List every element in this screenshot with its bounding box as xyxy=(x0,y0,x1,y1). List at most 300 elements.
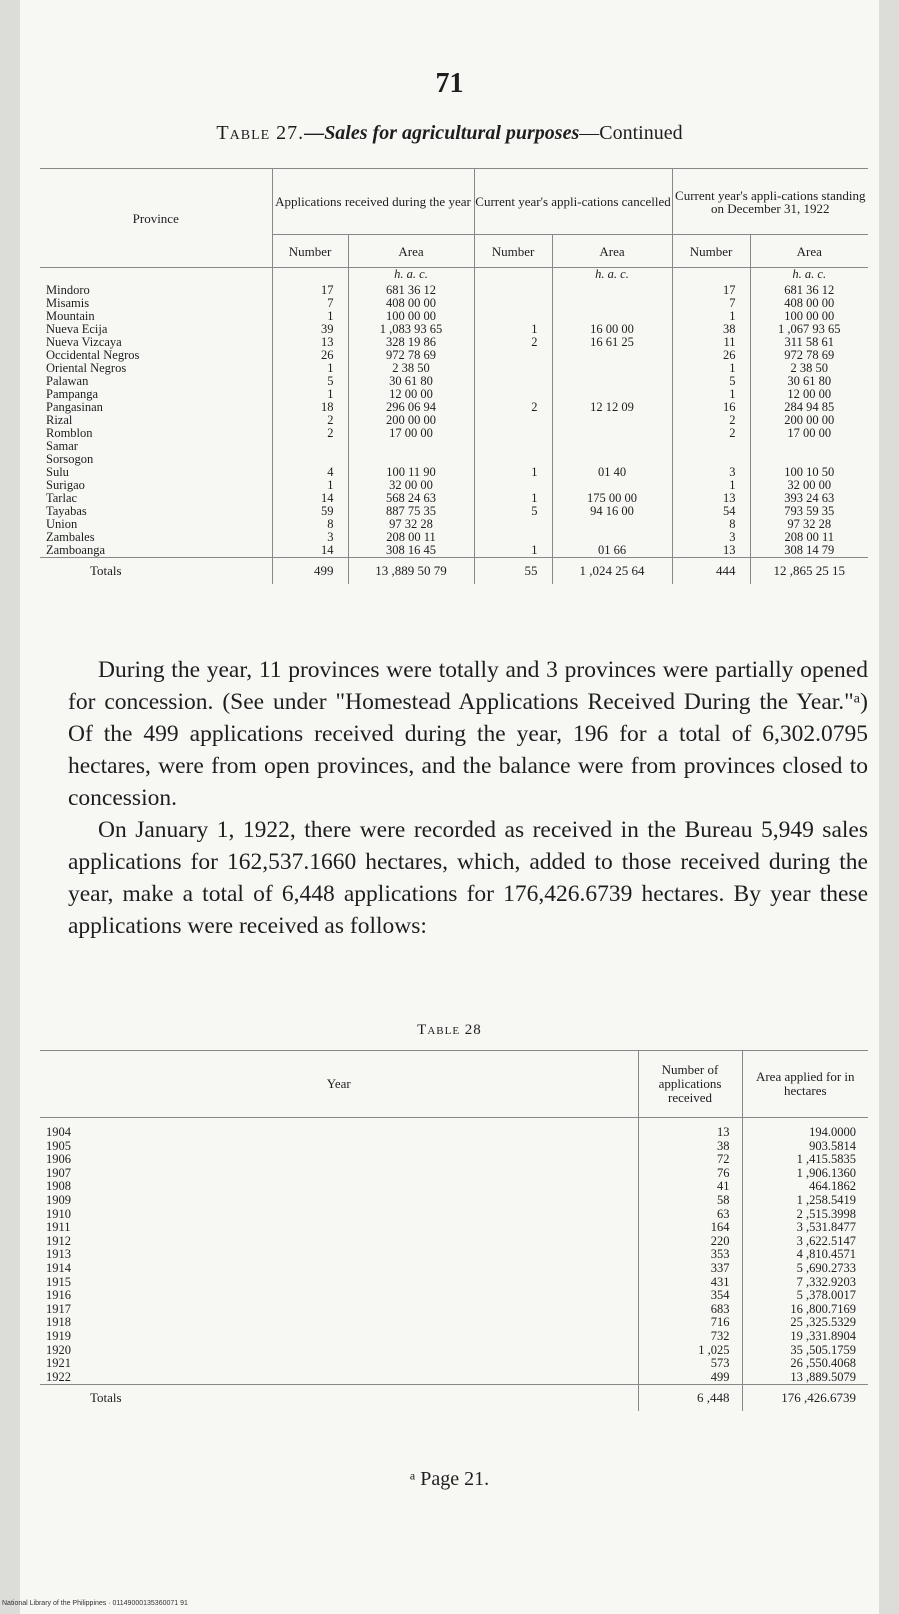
cancelled-number-cell: 1 xyxy=(474,466,552,479)
year-label: 1916 xyxy=(46,1289,71,1303)
province-cell: Nueva Ecija xyxy=(46,322,108,336)
area-cell: 16 ,800.7169 xyxy=(742,1303,868,1317)
applications-cell: 354 xyxy=(638,1289,742,1303)
cancelled-number-cell xyxy=(474,375,552,388)
table-row xyxy=(40,1344,868,1358)
received-number-cell: 39 xyxy=(272,323,348,336)
standing-area-cell: 100 00 00 xyxy=(750,310,868,323)
year-cell xyxy=(40,1140,638,1154)
area-cell: 903.5814 xyxy=(742,1140,868,1154)
area-cell: 194.0000 xyxy=(742,1118,868,1140)
area-cell: 7 ,332.9203 xyxy=(742,1276,868,1290)
cancelled-number-cell xyxy=(474,349,552,362)
area-cell: 5 ,378.0017 xyxy=(742,1289,868,1303)
header-cancelled: Current year's appli-cations cancelled xyxy=(474,169,672,235)
cancelled-area-cell xyxy=(552,427,672,440)
cancelled-area-cell xyxy=(552,414,672,427)
table-row xyxy=(40,1316,868,1330)
standing-number-cell: 54 xyxy=(672,505,750,518)
cancelled-area-cell: 01 40 xyxy=(552,466,672,479)
units-row xyxy=(40,268,868,285)
cancelled-area-cell xyxy=(552,297,672,310)
table-row xyxy=(40,505,868,518)
standing-number-cell: 1 xyxy=(672,310,750,323)
table27 xyxy=(40,168,868,584)
table28 xyxy=(40,1050,868,1411)
received-area-cell: 12 00 00 xyxy=(348,388,474,401)
year-label: 1906 xyxy=(46,1153,71,1167)
province-cell: Palawan xyxy=(46,374,89,388)
received-area-cell: 972 78 69 xyxy=(348,349,474,362)
applications-cell: 63 xyxy=(638,1208,742,1222)
province-cell: Oriental Negros xyxy=(46,361,127,375)
standing-number-cell: 13 xyxy=(672,544,750,558)
received-area-cell: 30 61 80 xyxy=(348,375,474,388)
province-cell: Sulu xyxy=(46,465,69,479)
standing-area-cell: 311 58 61 xyxy=(750,336,868,349)
header-number: Number xyxy=(474,235,552,268)
received-number-cell: 2 xyxy=(272,414,348,427)
received-area-cell: 17 00 00 xyxy=(348,427,474,440)
standing-number-cell xyxy=(672,440,750,453)
received-number-cell: 1 xyxy=(272,310,348,323)
cancelled-area-cell: 94 16 00 xyxy=(552,505,672,518)
table-row xyxy=(40,1330,868,1344)
table-row xyxy=(40,1289,868,1303)
footnote: ᵃ Page 21. xyxy=(409,1468,490,1490)
province-cell: Romblon xyxy=(46,426,93,440)
standing-number-cell: 16 xyxy=(672,401,750,414)
province-cell: Tayabas xyxy=(46,504,87,518)
area-cell: 2 ,515.3998 xyxy=(742,1208,868,1222)
standing-number-cell: 3 xyxy=(672,531,750,544)
body-text xyxy=(68,654,868,942)
cancelled-number-cell: 1 xyxy=(474,323,552,336)
table27-title xyxy=(20,122,879,145)
table-row xyxy=(40,1194,868,1208)
cancelled-area-cell: 12 12 09 xyxy=(552,401,672,414)
header-province: Province xyxy=(40,169,272,268)
province-cell: Misamis xyxy=(46,296,90,310)
standing-area-cell: 32 00 00 xyxy=(750,479,868,492)
year-cell xyxy=(40,1248,638,1262)
applications-cell: 499 xyxy=(638,1371,742,1385)
cancelled-number-cell: 5 xyxy=(474,505,552,518)
area-cell: 19 ,331.8904 xyxy=(742,1330,868,1344)
received-area-cell: 200 00 00 xyxy=(348,414,474,427)
year-label: 1908 xyxy=(46,1180,71,1194)
received-number-cell: 26 xyxy=(272,349,348,362)
area-cell: 25 ,325.5329 xyxy=(742,1316,868,1330)
applications-cell: 13 xyxy=(638,1118,742,1140)
standing-number-cell: 1 xyxy=(672,479,750,492)
cancelled-area-cell xyxy=(552,518,672,531)
table-row xyxy=(40,323,868,336)
applications-cell: 41 xyxy=(638,1180,742,1194)
year-cell xyxy=(40,1167,638,1181)
province-cell: Nueva Vizcaya xyxy=(46,335,122,349)
received-area-cell: 408 00 00 xyxy=(348,297,474,310)
received-number-cell: 1 xyxy=(272,479,348,492)
standing-number-cell: 1 xyxy=(672,388,750,401)
area-cell: 35 ,505.1759 xyxy=(742,1344,868,1358)
totals-recv-num: 499 xyxy=(272,558,348,585)
table-row xyxy=(40,518,868,531)
applications-cell: 683 xyxy=(638,1303,742,1317)
province-cell: Sorsogon xyxy=(46,452,94,466)
table-row xyxy=(40,336,868,349)
table-row xyxy=(40,1208,868,1222)
received-number-cell xyxy=(272,453,348,466)
table-row xyxy=(40,466,868,479)
header-standing: Current year's appli-cations standing on December 31, 1922 xyxy=(672,169,868,235)
year-cell xyxy=(40,1221,638,1235)
cancelled-area-cell: 175 00 00 xyxy=(552,492,672,505)
paragraph-1: During the year, 11 provinces were totally and 3 provinces were partially opened for concession. (See under "Homestead Applications Received During the Year."ᵃ) Of the 499 applications received during the year, 196 for a total of 6,302.0795 hectares, were from open provinces, and the balance were from provinces closed to concession. xyxy=(68,657,868,811)
year-cell xyxy=(40,1235,638,1249)
year-label: 1913 xyxy=(46,1248,71,1262)
table27-title-suffix: —Continued xyxy=(579,122,683,144)
received-area-cell: 2 38 50 xyxy=(348,362,474,375)
header-year: Year xyxy=(40,1051,638,1118)
totals-stand-num: 444 xyxy=(672,558,750,585)
province-cell: Occidental Negros xyxy=(46,348,140,362)
year-cell xyxy=(40,1153,638,1167)
cancelled-area-cell: 16 61 25 xyxy=(552,336,672,349)
area-cell: 5 ,690.2733 xyxy=(742,1262,868,1276)
received-area-cell: 887 75 35 xyxy=(348,505,474,518)
area-cell: 464.1862 xyxy=(742,1180,868,1194)
standing-area-cell: 972 78 69 xyxy=(750,349,868,362)
standing-area-cell: 408 00 00 xyxy=(750,297,868,310)
standing-area-cell: 681 36 12 xyxy=(750,284,868,297)
received-number-cell: 59 xyxy=(272,505,348,518)
year-label: 1917 xyxy=(46,1302,71,1316)
province-cell: Mountain xyxy=(46,309,95,323)
applications-cell: 58 xyxy=(638,1194,742,1208)
received-number-cell: 14 xyxy=(272,492,348,505)
standing-area-cell: 12 00 00 xyxy=(750,388,868,401)
year-cell xyxy=(40,1371,638,1385)
standing-area-cell: 308 14 79 xyxy=(750,544,868,558)
unit-label: h. a. c. xyxy=(750,268,868,285)
cancelled-number-cell xyxy=(474,297,552,310)
province-cell: Samar xyxy=(46,439,78,453)
applications-cell: 573 xyxy=(638,1357,742,1371)
received-number-cell: 3 xyxy=(272,531,348,544)
table-row xyxy=(40,453,868,466)
cancelled-number-cell xyxy=(474,440,552,453)
table-row xyxy=(40,1118,868,1140)
year-cell xyxy=(40,1118,638,1140)
standing-area-cell xyxy=(750,440,868,453)
cancelled-number-cell xyxy=(474,284,552,297)
year-label: 1914 xyxy=(46,1261,71,1275)
standing-number-cell: 3 xyxy=(672,466,750,479)
table-row xyxy=(40,544,868,558)
table-row xyxy=(40,310,868,323)
year-cell xyxy=(40,1303,638,1317)
province-cell: Surigao xyxy=(46,478,85,492)
table-row xyxy=(40,479,868,492)
cancelled-number-cell xyxy=(474,362,552,375)
header-number: Number xyxy=(672,235,750,268)
page-number: 71 xyxy=(435,68,464,99)
cancelled-number-cell: 1 xyxy=(474,492,552,505)
received-number-cell: 14 xyxy=(272,544,348,558)
table-row xyxy=(40,1221,868,1235)
applications-cell: 164 xyxy=(638,1221,742,1235)
standing-area-cell: 30 61 80 xyxy=(750,375,868,388)
received-number-cell: 7 xyxy=(272,297,348,310)
standing-number-cell: 2 xyxy=(672,414,750,427)
received-area-cell: 568 24 63 xyxy=(348,492,474,505)
cancelled-area-cell: 01 66 xyxy=(552,544,672,558)
table-row xyxy=(40,531,868,544)
standing-area-cell: 2 38 50 xyxy=(750,362,868,375)
table-row xyxy=(40,1357,868,1371)
table27-body xyxy=(40,268,868,558)
totals-label: Totals xyxy=(40,558,272,585)
year-label: 1918 xyxy=(46,1316,71,1330)
province-cell: Rizal xyxy=(46,413,73,427)
table27-title-main: —Sales for agricultural purposes xyxy=(304,122,580,144)
province-cell: Tarlac xyxy=(46,491,78,505)
standing-number-cell xyxy=(672,453,750,466)
received-area-cell: 97 32 28 xyxy=(348,518,474,531)
year-cell xyxy=(40,1344,638,1358)
cancelled-area-cell: 16 00 00 xyxy=(552,323,672,336)
table-row xyxy=(40,297,868,310)
unit-label: h. a. c. xyxy=(348,268,474,285)
standing-area-cell: 200 00 00 xyxy=(750,414,868,427)
table28-body xyxy=(40,1118,868,1385)
header-applications: Number of applications received xyxy=(638,1051,742,1118)
received-area-cell: 208 00 11 xyxy=(348,531,474,544)
applications-cell: 220 xyxy=(638,1235,742,1249)
cancelled-number-cell xyxy=(474,479,552,492)
table-row xyxy=(40,1371,868,1385)
table-row xyxy=(40,401,868,414)
year-label: 1909 xyxy=(46,1193,71,1207)
standing-number-cell: 7 xyxy=(672,297,750,310)
library-credit: National Library of the Philippines · 01149000135360071 91 xyxy=(2,1600,188,1607)
year-cell xyxy=(40,1276,638,1290)
standing-number-cell: 11 xyxy=(672,336,750,349)
province-cell: Union xyxy=(46,517,78,531)
year-cell xyxy=(40,1180,638,1194)
cancelled-number-cell xyxy=(474,518,552,531)
received-area-cell xyxy=(348,440,474,453)
table27-title-prefix: Table 27. xyxy=(216,122,305,144)
year-cell xyxy=(40,1316,638,1330)
applications-cell: 337 xyxy=(638,1262,742,1276)
standing-number-cell: 26 xyxy=(672,349,750,362)
standing-area-cell: 97 32 28 xyxy=(750,518,868,531)
standing-area-cell: 208 00 11 xyxy=(750,531,868,544)
received-area-cell: 296 06 94 xyxy=(348,401,474,414)
totals-canc-num: 55 xyxy=(474,558,552,585)
table-row xyxy=(40,375,868,388)
standing-area-cell: 793 59 35 xyxy=(750,505,868,518)
received-number-cell: 4 xyxy=(272,466,348,479)
standing-area-cell: 1 ,067 93 65 xyxy=(750,323,868,336)
unit-label: h. a. c. xyxy=(552,268,672,285)
year-label: 1922 xyxy=(46,1370,71,1384)
year-cell xyxy=(40,1208,638,1222)
table-row xyxy=(40,284,868,297)
applications-cell: 76 xyxy=(638,1167,742,1181)
applications-cell: 431 xyxy=(638,1276,742,1290)
received-number-cell: 17 xyxy=(272,284,348,297)
header-area: Area xyxy=(750,235,868,268)
cancelled-number-cell xyxy=(474,388,552,401)
received-area-cell: 32 00 00 xyxy=(348,479,474,492)
totals-area: 176 ,426.6739 xyxy=(742,1385,868,1412)
header-area: Area xyxy=(552,235,672,268)
table-row xyxy=(40,1140,868,1154)
table28-title: Table 28 xyxy=(417,1022,482,1038)
standing-number-cell: 13 xyxy=(672,492,750,505)
cancelled-number-cell: 2 xyxy=(474,401,552,414)
received-area-cell: 681 36 12 xyxy=(348,284,474,297)
standing-area-cell: 17 00 00 xyxy=(750,427,868,440)
header-area-hectares: Area applied for in hectares xyxy=(742,1051,868,1118)
area-cell: 13 ,889.5079 xyxy=(742,1371,868,1385)
received-area-cell: 308 16 45 xyxy=(348,544,474,558)
cancelled-area-cell xyxy=(552,284,672,297)
standing-area-cell: 393 24 63 xyxy=(750,492,868,505)
year-label: 1910 xyxy=(46,1207,71,1221)
cancelled-area-cell xyxy=(552,349,672,362)
standing-area-cell: 100 10 50 xyxy=(750,466,868,479)
table-row xyxy=(40,1262,868,1276)
year-label: 1920 xyxy=(46,1343,71,1357)
table-row xyxy=(40,349,868,362)
received-number-cell xyxy=(272,440,348,453)
year-label: 1915 xyxy=(46,1275,71,1289)
standing-number-cell: 2 xyxy=(672,427,750,440)
year-cell xyxy=(40,1357,638,1371)
cancelled-number-cell xyxy=(474,427,552,440)
year-label: 1921 xyxy=(46,1357,71,1371)
applications-cell: 353 xyxy=(638,1248,742,1262)
table-row xyxy=(40,1276,868,1290)
applications-cell: 716 xyxy=(638,1316,742,1330)
year-label: 1905 xyxy=(46,1139,71,1153)
applications-cell: 1 ,025 xyxy=(638,1344,742,1358)
standing-number-cell: 38 xyxy=(672,323,750,336)
received-number-cell: 18 xyxy=(272,401,348,414)
received-area-cell: 100 00 00 xyxy=(348,310,474,323)
area-cell: 1 ,906.1360 xyxy=(742,1167,868,1181)
year-cell xyxy=(40,1194,638,1208)
table-row xyxy=(40,362,868,375)
cancelled-number-cell xyxy=(474,453,552,466)
cancelled-area-cell xyxy=(552,375,672,388)
province-cell: Zambales xyxy=(46,530,95,544)
totals-stand-area: 12 ,865 25 15 xyxy=(750,558,868,585)
received-area-cell: 328 19 86 xyxy=(348,336,474,349)
province-cell: Zamboanga xyxy=(46,543,106,557)
paragraph-2: On January 1, 1922, there were recorded as received in the Bureau 5,949 sales applications for 162,537.1660 hectares, which, added to those received during the year, make a total of 6,448 applications for 176,426.6739 hectares. By year these applications were received as follows: xyxy=(68,817,868,939)
area-cell: 1 ,258.5419 xyxy=(742,1194,868,1208)
table-row xyxy=(40,492,868,505)
table-row xyxy=(40,1180,868,1194)
header-number: Number xyxy=(272,235,348,268)
received-number-cell: 1 xyxy=(272,388,348,401)
table-row xyxy=(40,1167,868,1181)
standing-number-cell: 1 xyxy=(672,362,750,375)
applications-cell: 732 xyxy=(638,1330,742,1344)
totals-row xyxy=(40,558,868,585)
applications-cell: 72 xyxy=(638,1153,742,1167)
cancelled-number-cell: 1 xyxy=(474,544,552,558)
cancelled-number-cell xyxy=(474,310,552,323)
table-row xyxy=(40,1248,868,1262)
standing-number-cell: 17 xyxy=(672,284,750,297)
year-label: 1904 xyxy=(46,1125,71,1139)
table-row xyxy=(40,388,868,401)
totals-recv-area: 13 ,889 50 79 xyxy=(348,558,474,585)
totals-number: 6 ,448 xyxy=(638,1385,742,1412)
table-row xyxy=(40,1153,868,1167)
received-area-cell: 100 11 90 xyxy=(348,466,474,479)
cancelled-area-cell xyxy=(552,362,672,375)
cancelled-number-cell: 2 xyxy=(474,336,552,349)
standing-area-cell: 284 94 85 xyxy=(750,401,868,414)
totals-row xyxy=(40,1385,868,1412)
table-row xyxy=(40,1235,868,1249)
received-number-cell: 8 xyxy=(272,518,348,531)
received-number-cell: 1 xyxy=(272,362,348,375)
table-row xyxy=(40,427,868,440)
year-label: 1912 xyxy=(46,1234,71,1248)
received-number-cell: 2 xyxy=(272,427,348,440)
area-cell: 26 ,550.4068 xyxy=(742,1357,868,1371)
area-cell: 4 ,810.4571 xyxy=(742,1248,868,1262)
header-area: Area xyxy=(348,235,474,268)
document-page xyxy=(20,0,879,1614)
province-cell: Mindoro xyxy=(46,283,90,297)
received-area-cell: 1 ,083 93 65 xyxy=(348,323,474,336)
header-received: Applications received during the year xyxy=(272,169,474,235)
year-cell xyxy=(40,1289,638,1303)
year-label: 1911 xyxy=(46,1221,71,1235)
area-cell: 3 ,622.5147 xyxy=(742,1235,868,1249)
year-label: 1919 xyxy=(46,1329,71,1343)
area-cell: 1 ,415.5835 xyxy=(742,1153,868,1167)
province-cell: Pangasinan xyxy=(46,400,103,414)
received-number-cell: 13 xyxy=(272,336,348,349)
table-row xyxy=(40,414,868,427)
standing-number-cell: 8 xyxy=(672,518,750,531)
applications-cell: 38 xyxy=(638,1140,742,1154)
cancelled-number-cell xyxy=(474,414,552,427)
totals-canc-area: 1 ,024 25 64 xyxy=(552,558,672,585)
cancelled-number-cell xyxy=(474,531,552,544)
received-number-cell: 5 xyxy=(272,375,348,388)
table-row xyxy=(40,1303,868,1317)
totals-label: Totals xyxy=(40,1385,638,1412)
year-label: 1907 xyxy=(46,1166,71,1180)
year-cell xyxy=(40,1262,638,1276)
province-cell: Pampanga xyxy=(46,387,99,401)
standing-number-cell: 5 xyxy=(672,375,750,388)
year-cell xyxy=(40,1330,638,1344)
table-row xyxy=(40,440,868,453)
cancelled-area-cell xyxy=(552,440,672,453)
